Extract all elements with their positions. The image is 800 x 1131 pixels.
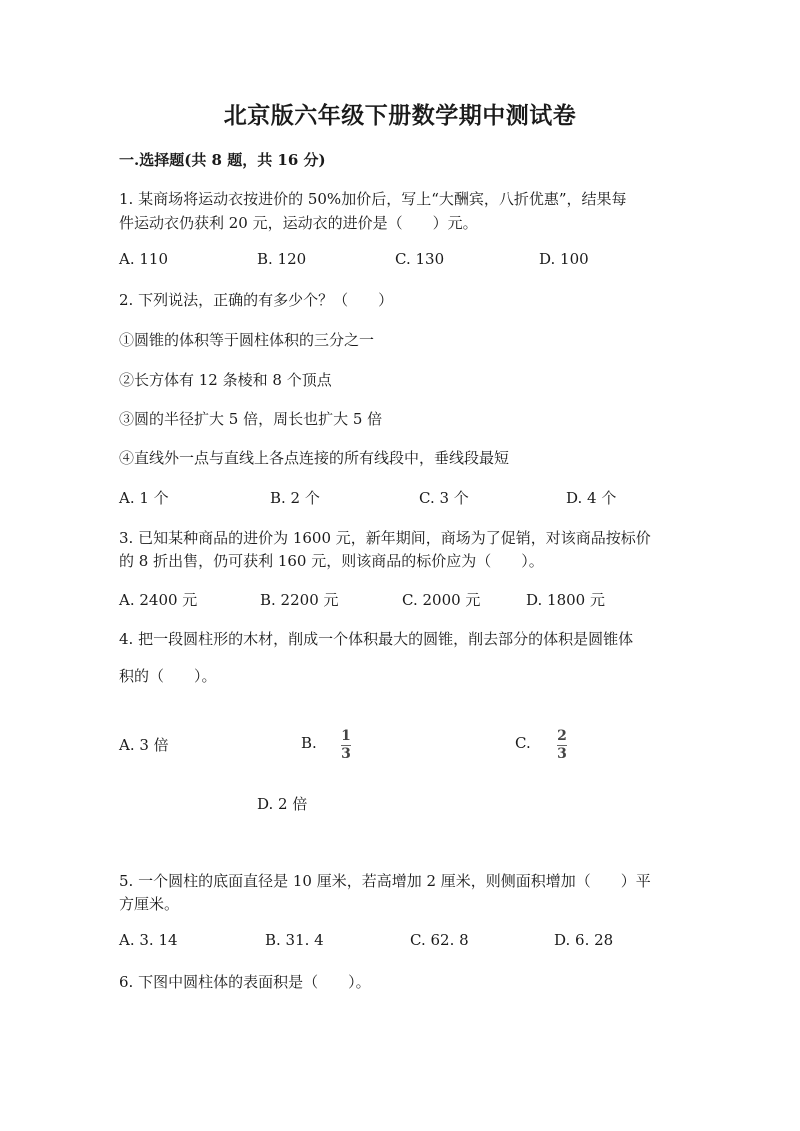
q2-statement: ①圆锥的体积等于圆柱体积的三分之一 <box>119 331 375 349</box>
q5-text-line2: 方厘米。 <box>119 895 180 913</box>
fraction-denominator: 3 <box>341 746 351 762</box>
q5-option-a[interactable]: A. 3. 14 <box>119 931 178 949</box>
page-title: 北京版六年级下册数学期中测试卷 <box>223 102 577 129</box>
q2-option-a[interactable]: A. 1 个 <box>119 489 169 507</box>
q2-option-d[interactable]: D. 4 个 <box>566 489 617 507</box>
q4-option-c[interactable]: C. <box>515 734 531 752</box>
q1-option-d[interactable]: D. 100 <box>539 250 589 268</box>
q4-option-b-fraction <box>341 729 351 762</box>
q3-option-b[interactable]: B. 2200 元 <box>260 591 339 609</box>
q2-option-b[interactable]: B. 2 个 <box>270 489 320 507</box>
q4-option-b[interactable]: B. <box>301 734 317 752</box>
q2-statement: ④直线外一点与直线上各点连接的所有线段中，垂线段最短 <box>119 449 510 467</box>
q4-option-c-fraction <box>557 729 567 762</box>
fraction-denominator: 3 <box>557 746 567 762</box>
section-heading: 一.选择题(共 8 题，共 16 分) <box>119 151 326 169</box>
q2-statement: ③圆的半径扩大 5 倍，周长也扩大 5 倍 <box>119 410 383 428</box>
q5-option-b[interactable]: B. 31. 4 <box>265 931 324 949</box>
q1-text-line1: 1. 某商场将运动衣按进价的 50%加价后，写上“大酬宾，八折优惠”，结果每 <box>119 190 627 208</box>
q1-option-b[interactable]: B. 120 <box>257 250 307 268</box>
q1-option-a[interactable]: A. 110 <box>119 250 168 268</box>
q4-option-d[interactable]: D. 2 倍 <box>257 795 308 813</box>
q3-option-c[interactable]: C. 2000 元 <box>402 591 481 609</box>
q5-option-c[interactable]: C. 62. 8 <box>410 931 469 949</box>
q4-text-line1: 4. 把一段圆柱形的木材，削成一个体积最大的圆锥，削去部分的体积是圆锥体 <box>119 630 634 648</box>
q6-stem: 6. 下图中圆柱体的表面积是（ ）。 <box>119 973 371 991</box>
fraction-numerator: 2 <box>557 728 567 744</box>
q5-text-line1: 5. 一个圆柱的底面直径是 10 厘米，若高增加 2 厘米，则侧面积增加（ ）平 <box>119 872 651 890</box>
q2-statement: ②长方体有 12 条棱和 8 个顶点 <box>119 371 332 389</box>
q3-option-d[interactable]: D. 1800 元 <box>526 591 605 609</box>
q2-option-c[interactable]: C. 3 个 <box>419 489 469 507</box>
q3-option-a[interactable]: A. 2400 元 <box>119 591 198 609</box>
fraction-numerator: 1 <box>341 728 351 744</box>
q1-text-line2: 件运动衣仍获利 20 元，运动衣的进价是（ ）元。 <box>119 214 478 232</box>
q2-stem: 2. 下列说法，正确的有多少个？（ ） <box>119 291 394 309</box>
q4-option-a[interactable]: A. 3 倍 <box>119 736 169 754</box>
q1-option-c[interactable]: C. 130 <box>395 250 445 268</box>
q3-text-line1: 3. 已知某种商品的进价为 1600 元，新年期间，商场为了促销，对该商品按标价 <box>119 529 651 547</box>
q4-text-line2: 积的（ ）。 <box>119 667 217 685</box>
q5-option-d[interactable]: D. 6. 28 <box>554 931 614 949</box>
q3-text-line2: 的 8 折出售，仍可获利 160 元，则该商品的标价应为（ ）。 <box>119 552 544 570</box>
